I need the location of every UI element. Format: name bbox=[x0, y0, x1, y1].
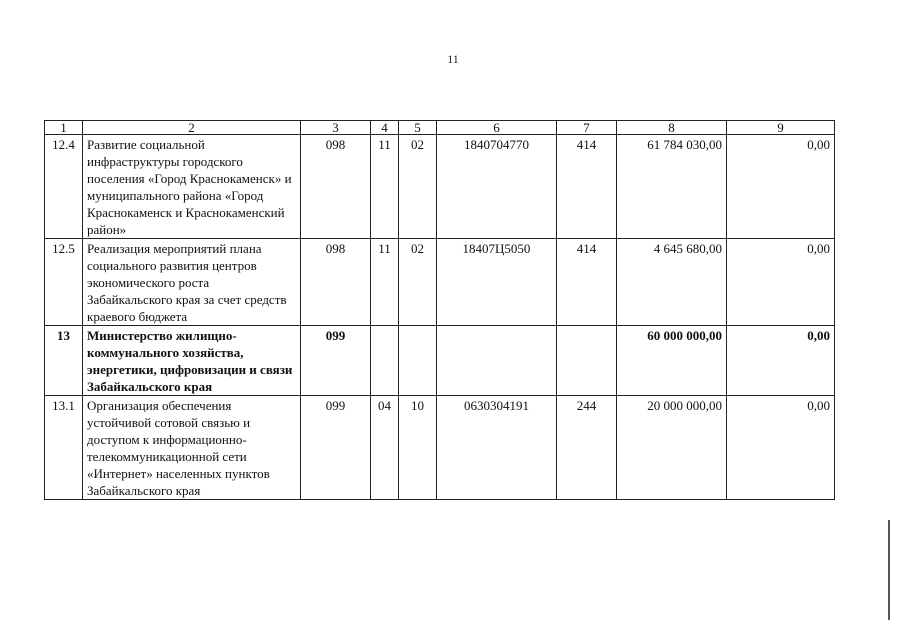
table-row bbox=[45, 396, 835, 500]
cell-col5 bbox=[399, 326, 437, 396]
header-cell: 2 bbox=[83, 121, 301, 135]
cell-col6: 1840704770 bbox=[437, 135, 557, 239]
cell-col6: 18407Ц5050 bbox=[437, 239, 557, 326]
cell-col8: 61 784 030,00 bbox=[617, 135, 727, 239]
budget-table bbox=[44, 120, 835, 500]
scan-edge-line bbox=[888, 520, 890, 620]
header-cell: 5 bbox=[399, 121, 437, 135]
row-name: Организация обеспечения устойчивой сотовой связью и доступом к информационно-телекоммуникационной сети «Интернет» населенных пунктов Забайкальского края bbox=[83, 396, 301, 500]
cell-col3: 099 bbox=[301, 326, 371, 396]
row-name: Развитие социальной инфраструктуры городского поселения «Город Краснокаменск» и муниципального района «Город Краснокаменск и Краснокаменский район» bbox=[83, 135, 301, 239]
table-row bbox=[45, 135, 835, 239]
row-name: Реализация мероприятий плана социального развития центров экономического роста Забайкальского края за счет средств краевого бюджета bbox=[83, 239, 301, 326]
header-cell: 8 bbox=[617, 121, 727, 135]
cell-col6 bbox=[437, 326, 557, 396]
cell-col4 bbox=[371, 326, 399, 396]
table-header-row bbox=[45, 121, 835, 135]
cell-col5: 10 bbox=[399, 396, 437, 500]
cell-col7: 244 bbox=[557, 396, 617, 500]
cell-col4: 11 bbox=[371, 239, 399, 326]
table-row bbox=[45, 326, 835, 396]
table-row bbox=[45, 239, 835, 326]
header-cell: 1 bbox=[45, 121, 83, 135]
cell-col7: 414 bbox=[557, 239, 617, 326]
cell-col8: 20 000 000,00 bbox=[617, 396, 727, 500]
cell-col3: 098 bbox=[301, 239, 371, 326]
row-number: 12.5 bbox=[45, 239, 83, 326]
cell-col8: 60 000 000,00 bbox=[617, 326, 727, 396]
header-cell: 6 bbox=[437, 121, 557, 135]
header-cell: 4 bbox=[371, 121, 399, 135]
page-number: 11 bbox=[447, 52, 459, 66]
cell-col9: 0,00 bbox=[727, 396, 835, 500]
row-number: 13.1 bbox=[45, 396, 83, 500]
row-number: 13 bbox=[45, 326, 83, 396]
cell-col8: 4 645 680,00 bbox=[617, 239, 727, 326]
cell-col5: 02 bbox=[399, 239, 437, 326]
row-name: Министерство жилищно-коммунального хозяйства, энергетики, цифровизации и связи Забайкальского края bbox=[83, 326, 301, 396]
cell-col9: 0,00 bbox=[727, 326, 835, 396]
cell-col4: 04 bbox=[371, 396, 399, 500]
cell-col3: 099 bbox=[301, 396, 371, 500]
cell-col9: 0,00 bbox=[727, 239, 835, 326]
cell-col7 bbox=[557, 326, 617, 396]
cell-col5: 02 bbox=[399, 135, 437, 239]
cell-col4: 11 bbox=[371, 135, 399, 239]
cell-col7: 414 bbox=[557, 135, 617, 239]
row-number: 12.4 bbox=[45, 135, 83, 239]
cell-col6: 0630304191 bbox=[437, 396, 557, 500]
cell-col9: 0,00 bbox=[727, 135, 835, 239]
header-cell: 3 bbox=[301, 121, 371, 135]
header-cell: 9 bbox=[727, 121, 835, 135]
header-cell: 7 bbox=[557, 121, 617, 135]
cell-col3: 098 bbox=[301, 135, 371, 239]
